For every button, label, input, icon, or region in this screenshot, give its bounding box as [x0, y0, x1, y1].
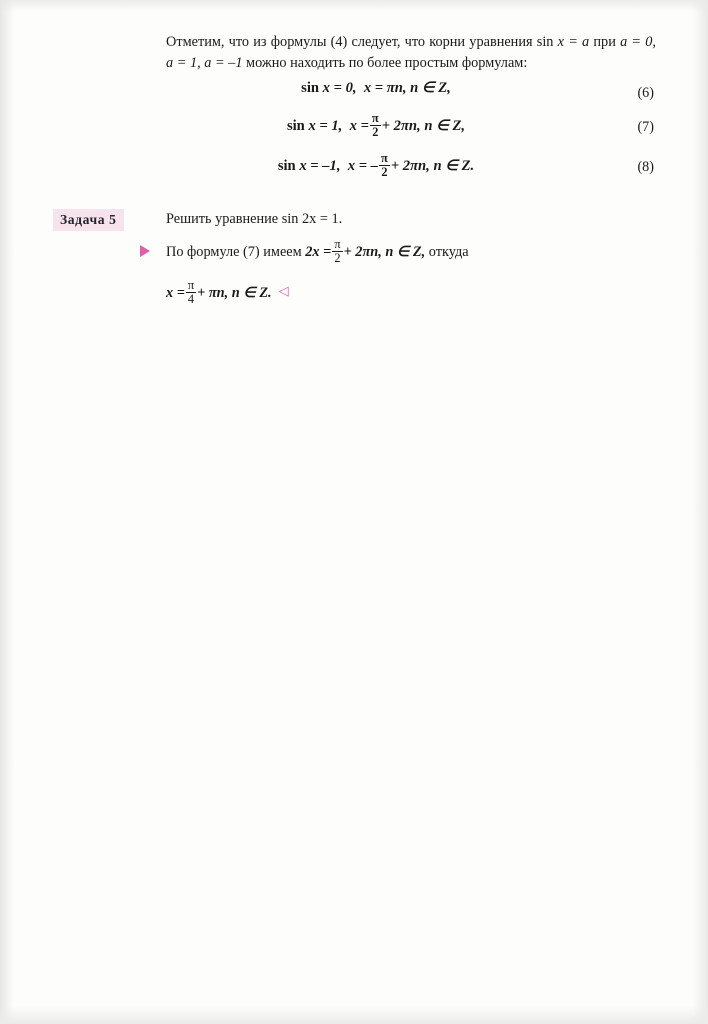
solution-fraction-denominator: 2	[332, 251, 342, 265]
solution-triangle-marker-icon	[140, 245, 150, 257]
task-label-badge: Задача 5	[53, 209, 124, 231]
answer-fraction	[186, 279, 196, 306]
formula-6-body	[166, 79, 586, 97]
formula-row-6	[0, 79, 708, 109]
formula-7-eq: x =	[349, 117, 369, 134]
formula-8-fraction-numerator: π	[381, 151, 388, 165]
formula-8-left: x = –1,	[295, 157, 341, 174]
sin-word: sin	[536, 34, 554, 50]
formula-6-number: (6)	[637, 85, 654, 101]
page-edge-shadow-bottom	[0, 1006, 708, 1024]
formula-8-eq: x = –	[347, 157, 379, 174]
task-statement-sin: sin	[281, 211, 299, 227]
formula-8-body	[166, 153, 586, 180]
formula-row-8	[0, 153, 708, 189]
solution-prefix: По формуле (7) имеем	[166, 243, 306, 260]
formula-7-sin: sin	[286, 117, 305, 134]
task-block	[0, 209, 708, 307]
solution-equation-left: 2x =	[305, 243, 332, 260]
formula-6-left: x = 0,	[319, 80, 357, 96]
formula-7-left: x = 1,	[304, 117, 343, 134]
formula-6-right: x = πn, n ∈ Z,	[363, 80, 451, 96]
solution-fraction-numerator: π	[334, 236, 341, 251]
intro-paragraph	[0, 32, 708, 73]
formula-7-body	[166, 113, 586, 140]
formula-8-number: (8)	[637, 159, 654, 175]
formula-8-fraction	[379, 152, 390, 179]
parameter-values: a = 0, a = 1, a = –1	[166, 34, 656, 71]
answer-equation-left: x =	[166, 284, 185, 301]
intro-line-2-tail: можно	[242, 54, 287, 71]
solution-closing-word: откуда	[425, 243, 469, 260]
answer-fraction-denominator: 4	[186, 292, 196, 306]
task-statement-equation: 2x = 1.	[298, 211, 343, 227]
page-content	[0, 32, 708, 307]
formula-8-tail: + 2πn, n ∈ Z.	[390, 157, 475, 174]
intro-line-1: Отметим, что из формулы (4) следует, что корни	[166, 34, 466, 50]
formula-7-tail: + 2πn, n ∈ Z,	[381, 117, 466, 134]
solution-fraction	[332, 238, 342, 265]
intro-line-2-mid: при	[589, 34, 621, 50]
formula-7-fraction-numerator: π	[371, 111, 379, 125]
formula-7-fraction-denominator: 2	[370, 125, 381, 139]
formula-7-number: (7)	[637, 119, 654, 135]
answer-equation-tail: + πn, n ∈ Z.	[197, 284, 272, 301]
task-statement-prefix: Решить уравнение	[166, 211, 282, 227]
page-edge-shadow-top	[0, 0, 708, 12]
formula-6-sin: sin	[301, 80, 320, 96]
formula-8-sin: sin	[277, 157, 296, 174]
proof-end-marker-icon: ◁	[278, 283, 289, 299]
formula-8-fraction-denominator: 2	[379, 165, 390, 179]
intro-line-3: находить по более простым формулам:	[290, 54, 528, 71]
equation-sin-x-a: x = a	[553, 34, 590, 50]
intro-line-2-lead: уравнения	[469, 34, 537, 50]
answer-fraction-numerator: π	[187, 277, 195, 292]
solution-equation-tail: + 2πn, n ∈ Z,	[343, 243, 426, 260]
formula-7-fraction	[370, 112, 381, 139]
answer-line	[0, 277, 708, 307]
solution-line	[0, 236, 708, 266]
formula-row-7	[0, 113, 708, 149]
